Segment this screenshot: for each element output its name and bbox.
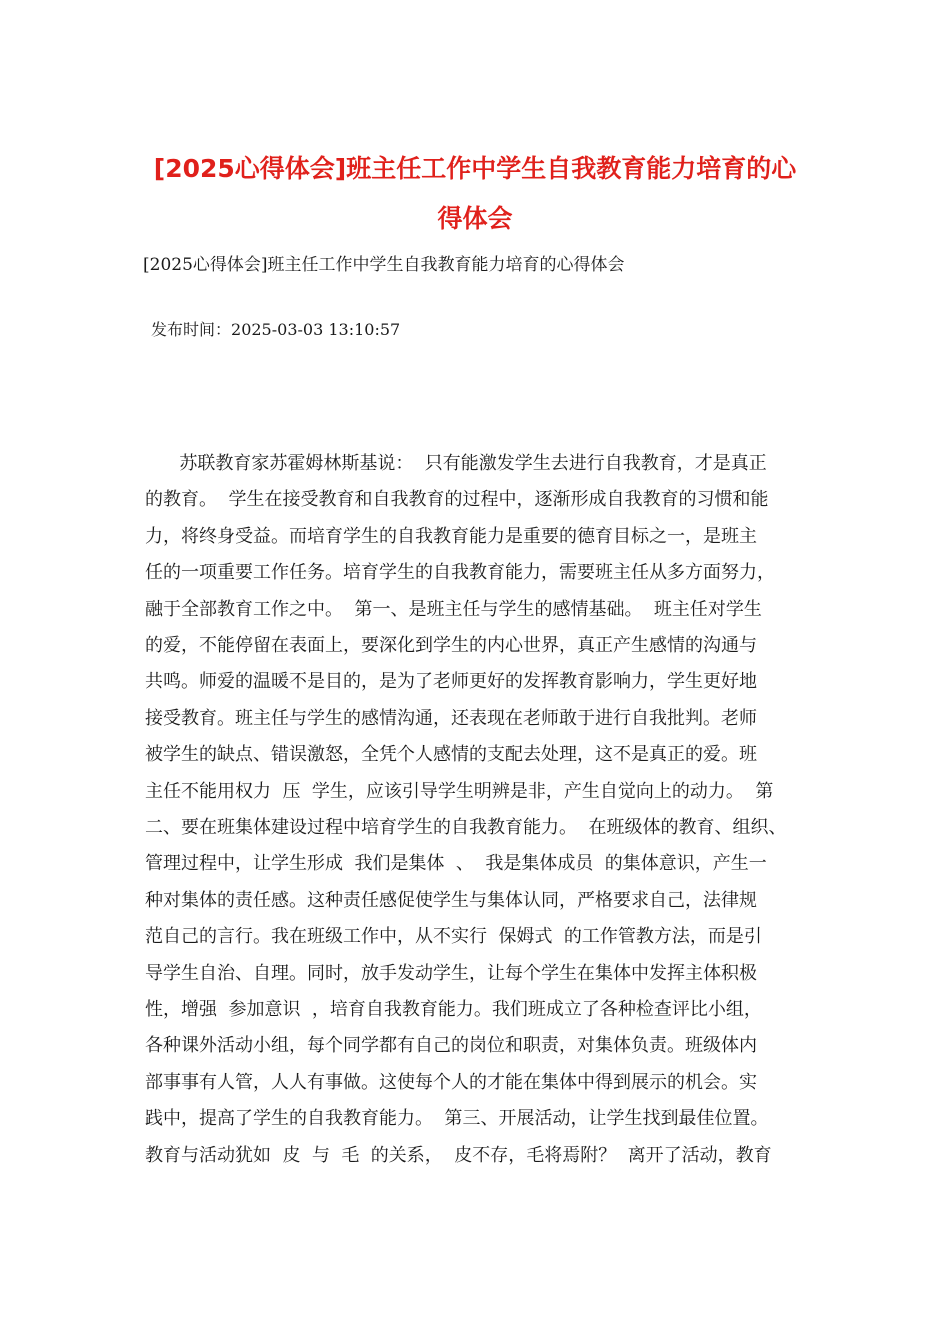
body-line: 融于全部教育工作之中。 第一、是班主任与学生的感情基础。 班主任对学生: [145, 598, 762, 620]
body-line: 导学生自治、自理。同时，放手发动学生，让每个学生在集体中发挥主体积极: [145, 962, 757, 984]
body-line: 主任不能用权力 压 学生，应该引导学生明辨是非，产生自觉向上的动力。 第: [145, 780, 774, 802]
document-subtitle: [2025心得体会]班主任工作中学生自我教育能力培育的心得体会: [143, 255, 625, 275]
body-line: 的爱，不能停留在表面上，要深化到学生的内心世界，真正产生感情的沟通与: [145, 635, 757, 656]
body-line: 践中，提高了学生的自我教育能力。 第三、开展活动，让学生找到最佳位置。: [145, 1108, 769, 1130]
body-line: 接受教育。班主任与学生的感情沟通，还表现在老师敢于进行自我批判。老师: [145, 707, 757, 729]
body-line: 管理过程中，让学生形成 我们是集体 、 我是集体成员 的集体意识，产生一: [145, 853, 767, 875]
body-line: 共鸣。师爱的温暖不是目的，是为了老师更好的发挥教育影响力，学生更好地: [145, 671, 757, 693]
body-line: 范自己的言行。我在班级工作中，从不实行 保姆式 的工作管教方法，而是引: [145, 926, 762, 948]
body-line: 教育与活动犹如 皮 与 毛 的关系， 皮不存，毛将焉附？ 离开了活动，教育: [145, 1144, 772, 1166]
body-line: 的教育。 学生在接受教育和自我教育的过程中，逐渐形成自我教育的习惯和能: [145, 489, 769, 511]
body-line: 任的一项重要工作任务。培育学生的自我教育能力，需要班主任从多方面努力，: [145, 562, 775, 584]
body-line: 部事事有人管，人人有事做。这使每个人的才能在集体中得到展示的机会。实: [145, 1071, 757, 1093]
body-line: 二、要在班集体建设过程中培育学生的自我教育能力。 在班级体的教育、组织、: [145, 817, 787, 838]
body-line: 被学生的缺点、错误激怒，全凭个人感情的支配去处理，这不是真正的爱。班: [145, 744, 757, 766]
body-line: 性，增强 参加意识 ，培育自我教育能力。我们班成立了各种检查评比小组，: [145, 999, 762, 1020]
publish-time: 2025-03-03 13:10:57: [231, 320, 401, 339]
body-line: 种对集体的责任感。这种责任感促使学生与集体认同，严格要求自己，法律规: [145, 889, 757, 911]
document-title-line-1: [2025心得体会]班主任工作中学生自我教育能力培育的心: [153, 154, 797, 183]
body-line: 力，将终身受益。而培育学生的自我教育能力是重要的德育目标之一，是班主: [145, 525, 757, 547]
publish-label: 发布时间：: [151, 320, 232, 339]
document-title-line-2: 得体会: [437, 204, 513, 233]
publish-date-row: [151, 317, 400, 340]
body-line: 各种课外活动小组，每个同学都有自己的岗位和职责，对集体负责。班级体内: [145, 1035, 757, 1057]
body-line: 苏联教育家苏霍姆林斯基说： 只有能激发学生去进行自我教育，才是真正: [145, 453, 767, 474]
